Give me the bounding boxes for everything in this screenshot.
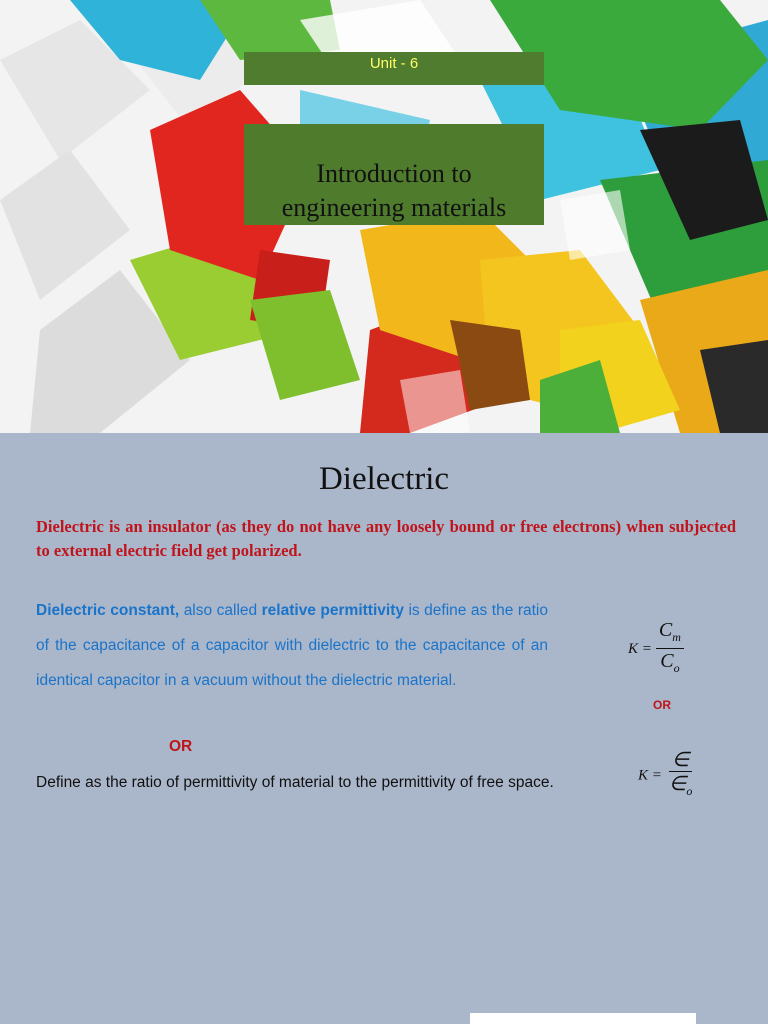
para-rest: is define as the ratio of the capacitance of a capacitor with dielectric to the capacitance of an identical capacitor in a vacuum without the dielectric material. — [36, 602, 548, 689]
term-dielectric-constant: Dielectric constant, — [36, 602, 180, 619]
denominator-subscript: o — [673, 661, 680, 675]
numerator-symbol: ∈ — [671, 749, 690, 771]
denominator-subscript: o — [686, 784, 693, 798]
formula-fraction — [666, 749, 695, 803]
formula-lhs: K = — [628, 641, 652, 657]
permittivity-formula — [638, 749, 695, 803]
denominator-symbol: ∈ — [668, 773, 687, 795]
dielectric-definition: Dielectric is an insulator (as they do not have any loosely bound or free electrons) when subjected to external electric field get polarized. — [36, 517, 736, 560]
denominator-symbol: C — [660, 650, 674, 672]
slide-heading: Dielectric — [318, 461, 450, 497]
dielectric-slide — [0, 433, 768, 1024]
capacitance-formula — [628, 619, 684, 680]
permittivity-paragraph: Define as the ratio of permittivity of material to the permittivity of free space. — [36, 774, 554, 791]
formula-numerator — [669, 749, 692, 772]
term-relative-permittivity: relative permittivity — [261, 602, 404, 619]
formula-denominator — [666, 772, 695, 803]
formula-numerator — [656, 619, 684, 649]
or-separator: OR — [169, 738, 193, 755]
formula-denominator — [657, 649, 682, 680]
footer-white-box — [470, 1013, 696, 1024]
numerator-subscript: m — [672, 630, 681, 644]
title-slide — [0, 0, 768, 433]
title-line-1: Introduction to — [316, 159, 472, 188]
formula-or-label: OR — [653, 698, 671, 712]
presentation-title — [244, 124, 544, 225]
title-line-2: engineering materials — [281, 193, 507, 222]
para-connector: also called — [179, 602, 262, 619]
dielectric-constant-paragraph — [36, 593, 548, 698]
formula-lhs: K = — [638, 767, 662, 784]
numerator-symbol: C — [658, 619, 673, 641]
unit-label: Unit - 6 — [244, 52, 544, 85]
formula-fraction — [656, 619, 684, 680]
